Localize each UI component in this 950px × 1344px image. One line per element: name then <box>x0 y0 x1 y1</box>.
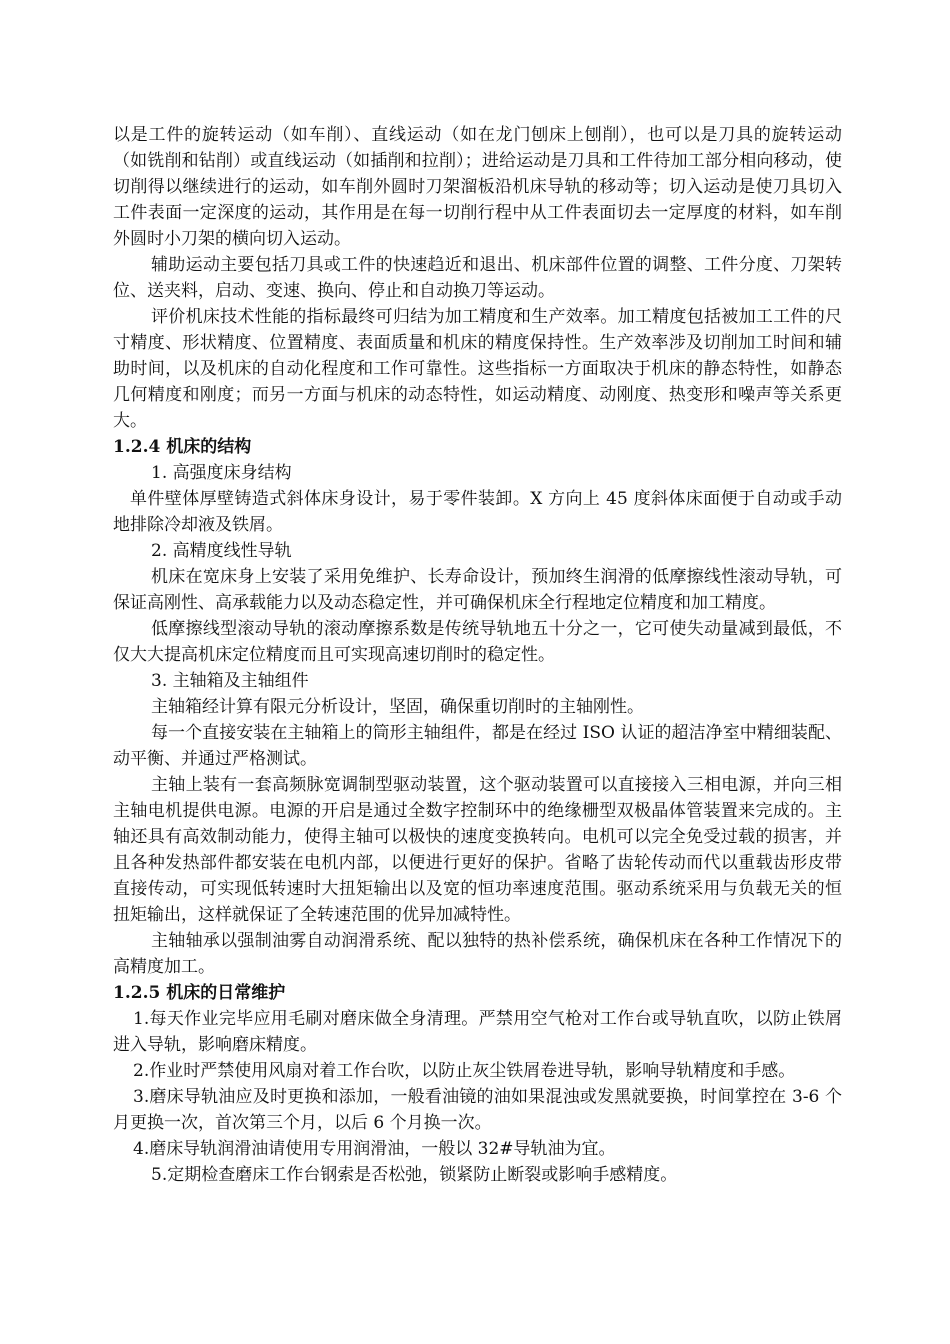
maintenance-item-3: 3.磨床导轨油应及时更换和添加，一般看油镜的油如果混浊或发黑就要换，时间掌控在 3-6 个月更换一次，首次第三个月，以后 6 个月换一次。 <box>113 1087 842 1133</box>
paragraph-linear-guide: 机床在宽床身上安装了采用免维护、长寿命设计，预加终生润滑的低摩擦线性滚动导轨，可保证高刚性、高承载能力以及动态稳定性，并可确保机床全行程地定位精度和加工精度。 <box>113 567 842 613</box>
subheading-bed-structure: 1. 高强度床身结构 <box>151 463 292 483</box>
subheading-linear-guide: 2. 高精度线性导轨 <box>151 541 292 561</box>
maintenance-item-5: 5.定期检查磨床工作台钢索是否松弛，锁紧防止断裂或影响手感精度。 <box>151 1165 678 1185</box>
maintenance-item-4: 4.磨床导轨润滑油请使用专用润滑油，一般以 32#导轨油为宜。 <box>133 1139 616 1159</box>
paragraph-spindle-box: 主轴箱经计算有限元分析设计，坚固，确保重切削时的主轴刚性。 <box>151 697 644 717</box>
paragraph-spindle-assembly: 每一个直接安装在主轴箱上的筒形主轴组件，都是在经过 ISO 认证的超洁净室中精细装配、动平衡、并通过严格测试。 <box>113 723 842 769</box>
subheading-spindle-box: 3. 主轴箱及主轴组件 <box>151 671 309 691</box>
paragraph-spindle-drive: 主轴上装有一套高频脉宽调制型驱动装置，这个驱动装置可以直接接入三相电源，并向三相主轴电机提供电源。电源的开启是通过全数字控制环中的绝缘栅型双极晶体管装置来完成的。主轴还具有高效制动能力，使得主轴可以极快的速度变换转向。电机可以完全免受过载的损害，并且各种发热部件都安装在电机内部，以便进行更好的保护。省略了齿轮传动而代以重载齿形皮带直接传动，可实现低转速时大扭矩输出以及宽的恒功率速度范围。驱动系统采用与负载无关的恒扭矩输出，这样就保证了全转速范围的优异加减特性。 <box>113 775 842 925</box>
section-heading-structure: 1.2.4 机床的结构 <box>113 437 252 457</box>
paragraph-performance-evaluation: 评价机床技术性能的指标最终可归结为加工精度和生产效率。加工精度包括被加工工件的尺寸精度、形状精度、位置精度、表面质量和机床的精度保持性。生产效率涉及切削加工时间和辅助时间，以及机床的自动化程度和工作可靠性。这些指标一方面取决于机床的静态特性，如静态几何精度和刚度；而另一方面与机床的动态特性，如运动精度、动刚度、热变形和噪声等关系更大。 <box>113 307 842 431</box>
section-heading-maintenance: 1.2.5 机床的日常维护 <box>113 983 286 1003</box>
paragraph-rolling-friction: 低摩擦线型滚动导轨的滚动摩擦系数是传统导轨地五十分之一，它可使失动量减到最低，不仅大大提高机床定位精度而且可实现高速切削时的稳定性。 <box>113 619 842 665</box>
paragraph-spindle-bearing: 主轴轴承以强制油雾自动润滑系统、配以独特的热补偿系统，确保机床在各种工作情况下的高精度加工。 <box>113 931 842 977</box>
paragraph-auxiliary-motion: 辅助运动主要包括刀具或工件的快速趋近和退出、机床部件位置的调整、工件分度、刀架转位、送夹料，启动、变速、换向、停止和自动换刀等运动。 <box>113 255 842 301</box>
paragraph-bed-structure: 单件壁体厚壁铸造式斜体床身设计，易于零件装卸。X 方向上 45 度斜体床面便于自动或手动地排除冷却液及铁屑。 <box>113 489 842 535</box>
maintenance-item-2: 2.作业时严禁使用风扇对着工作台吹，以防止灰尘铁屑卷进导轨，影响导轨精度和手感。 <box>133 1061 796 1081</box>
maintenance-item-1: 1.每天作业完毕应用毛刷对磨床做全身清理。严禁用空气枪对工作台或导轨直吹，以防止铁屑进入导轨，影响磨床精度。 <box>113 1009 842 1055</box>
paragraph-cutting-motions: 以是工件的旋转运动（如车削）、直线运动（如在龙门刨床上刨削），也可以是刀具的旋转运动（如铣削和钻削）或直线运动（如插削和拉削）；进给运动是刀具和工件待加工部分相向移动，使切削得以继续进行的运动，如车削外圆时刀架溜板沿机床导轨的移动等；切入运动是使刀具切入工件表面一定深度的运动，其作用是在每一切削行程中从工件表面切去一定厚度的材料，如车削外圆时小刀架的横向切入运动。 <box>113 125 842 249</box>
